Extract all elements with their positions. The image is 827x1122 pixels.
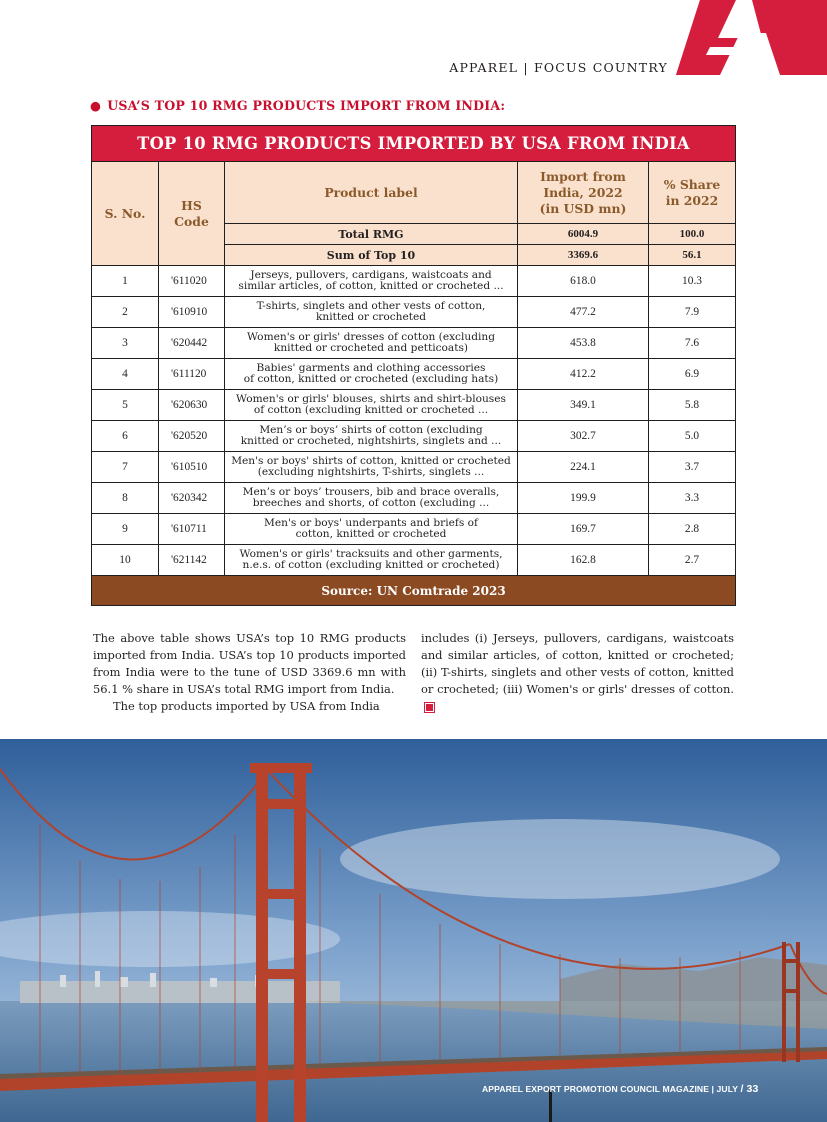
col-header-share: % Share in 2022	[649, 162, 736, 224]
row-sno: 7	[92, 452, 159, 483]
row-hs-code: '611120	[159, 359, 225, 390]
row-import-value: 169.7	[518, 514, 649, 545]
sum-top10-share: 56.1	[649, 245, 736, 266]
row-product-label: Women's or girls' dresses of cotton (excluding knitted or crocheted and petticoats)	[225, 328, 518, 359]
row-share-value: 5.0	[649, 421, 736, 452]
row-sno: 6	[92, 421, 159, 452]
row-import-value: 349.1	[518, 390, 649, 421]
bullet-icon: ●	[90, 98, 102, 113]
body-column-left	[93, 630, 406, 715]
row-share-value: 3.3	[649, 483, 736, 514]
row-import-value: 162.8	[518, 545, 649, 576]
table-row	[92, 359, 736, 390]
table-row	[92, 266, 736, 297]
col-header-sno: S. No.	[92, 162, 159, 266]
magazine-logo-icon	[676, 0, 827, 75]
row-sno: 8	[92, 483, 159, 514]
table-row	[92, 297, 736, 328]
sum-top10-import: 3369.6	[518, 245, 649, 266]
row-share-value: 3.7	[649, 452, 736, 483]
row-product-label: Men's or boys' shirts of cotton, knitted or crocheted (excluding nightshirts, T-shirts, singlets ...	[225, 452, 518, 483]
row-import-value: 412.2	[518, 359, 649, 390]
row-share-value: 2.7	[649, 545, 736, 576]
row-product-label: Men’s or boys’ shirts of cotton (excluding knitted or crocheted, nightshirts, singlets and ...	[225, 421, 518, 452]
row-product-label: Men’s or boys’ trousers, bib and brace overalls, breeches and shorts, of cotton (excluding ...	[225, 483, 518, 514]
row-product-label: Women's or girls' blouses, shirts and shirt-blouses of cotton (excluding knitted or crocheted ...	[225, 390, 518, 421]
row-hs-code: '610711	[159, 514, 225, 545]
section-header-label: APPAREL | FOCUS COUNTRY	[449, 60, 668, 75]
row-hs-code: '611020	[159, 266, 225, 297]
row-import-value: 224.1	[518, 452, 649, 483]
row-share-value: 6.9	[649, 359, 736, 390]
row-import-value: 302.7	[518, 421, 649, 452]
row-product-label: Babies' garments and clothing accessories of cotton, knitted or crocheted (excluding hats)	[225, 359, 518, 390]
total-rmg-share: 100.0	[649, 224, 736, 245]
body-paragraph-1: The above table shows USA’s top 10 RMG products imported from India. USA’s top 10 products imported from India were to the tune of USD 3369.6 mn with 56.1 % share in USA’s total RMG import from India.	[93, 631, 406, 696]
row-hs-code: '621142	[159, 545, 225, 576]
table-title: TOP 10 RMG PRODUCTS IMPORTED BY USA FROM INDIA	[92, 126, 736, 162]
row-product-label: Women's or girls' tracksuits and other garments, n.e.s. of cotton (excluding knitted or crocheted)	[225, 545, 518, 576]
row-product-label: Jerseys, pullovers, cardigans, waistcoats and similar articles, of cotton, knitted or crocheted ...	[225, 266, 518, 297]
row-sno: 1	[92, 266, 159, 297]
footer-page-number: / 33	[740, 1083, 759, 1095]
row-product-label: T-shirts, singlets and other vests of cotton, knitted or crocheted	[225, 297, 518, 328]
row-hs-code: '620520	[159, 421, 225, 452]
page-footer	[482, 1083, 758, 1095]
total-rmg-label: Total RMG	[225, 224, 518, 245]
table-row	[92, 421, 736, 452]
row-share-value: 2.8	[649, 514, 736, 545]
table-row	[92, 514, 736, 545]
rmg-imports-table	[91, 125, 736, 606]
footer-magazine-name: APPAREL EXPORT PROMOTION COUNCIL MAGAZINE | JULY	[482, 1084, 738, 1094]
row-sno: 10	[92, 545, 159, 576]
end-of-article-icon	[425, 703, 434, 712]
body-column-right	[421, 630, 734, 715]
row-sno: 3	[92, 328, 159, 359]
row-sno: 5	[92, 390, 159, 421]
col-header-hs-code: HS Code	[159, 162, 225, 266]
row-share-value: 5.8	[649, 390, 736, 421]
col-header-product-label: Product label	[225, 162, 518, 224]
total-rmg-import: 6004.9	[518, 224, 649, 245]
section-heading-text: USA’S TOP 10 RMG PRODUCTS IMPORT FROM INDIA:	[107, 98, 506, 113]
row-import-value: 618.0	[518, 266, 649, 297]
table-row	[92, 452, 736, 483]
row-product-label: Men's or boys' underpants and briefs of cotton, knitted or crocheted	[225, 514, 518, 545]
row-sno: 9	[92, 514, 159, 545]
row-sno: 2	[92, 297, 159, 328]
body-paragraph-2: The top products imported by USA from India	[113, 699, 380, 713]
table-row	[92, 545, 736, 576]
row-hs-code: '610910	[159, 297, 225, 328]
col-header-import: Import from India, 2022 (in USD mn)	[518, 162, 649, 224]
row-hs-code: '620442	[159, 328, 225, 359]
row-import-value: 199.9	[518, 483, 649, 514]
golden-gate-bridge-photo	[0, 739, 827, 1122]
table-row	[92, 483, 736, 514]
row-import-value: 453.8	[518, 328, 649, 359]
body-paragraph-3: includes (i) Jerseys, pullovers, cardigans, waistcoats and similar articles, of cotton, knitted or crocheted; (ii) T-shirts, singlets and other vests of cotton, knitted or crocheted; (iii) Women's or girls' dresses of cotton.	[421, 630, 734, 715]
row-sno: 4	[92, 359, 159, 390]
row-share-value: 10.3	[649, 266, 736, 297]
sum-top10-label: Sum of Top 10	[225, 245, 518, 266]
section-heading	[90, 98, 505, 113]
row-share-value: 7.9	[649, 297, 736, 328]
table-row	[92, 328, 736, 359]
row-hs-code: '620630	[159, 390, 225, 421]
row-hs-code: '610510	[159, 452, 225, 483]
row-share-value: 7.6	[649, 328, 736, 359]
table-source: Source: UN Comtrade 2023	[92, 576, 736, 606]
row-hs-code: '620342	[159, 483, 225, 514]
table-row	[92, 390, 736, 421]
row-import-value: 477.2	[518, 297, 649, 328]
